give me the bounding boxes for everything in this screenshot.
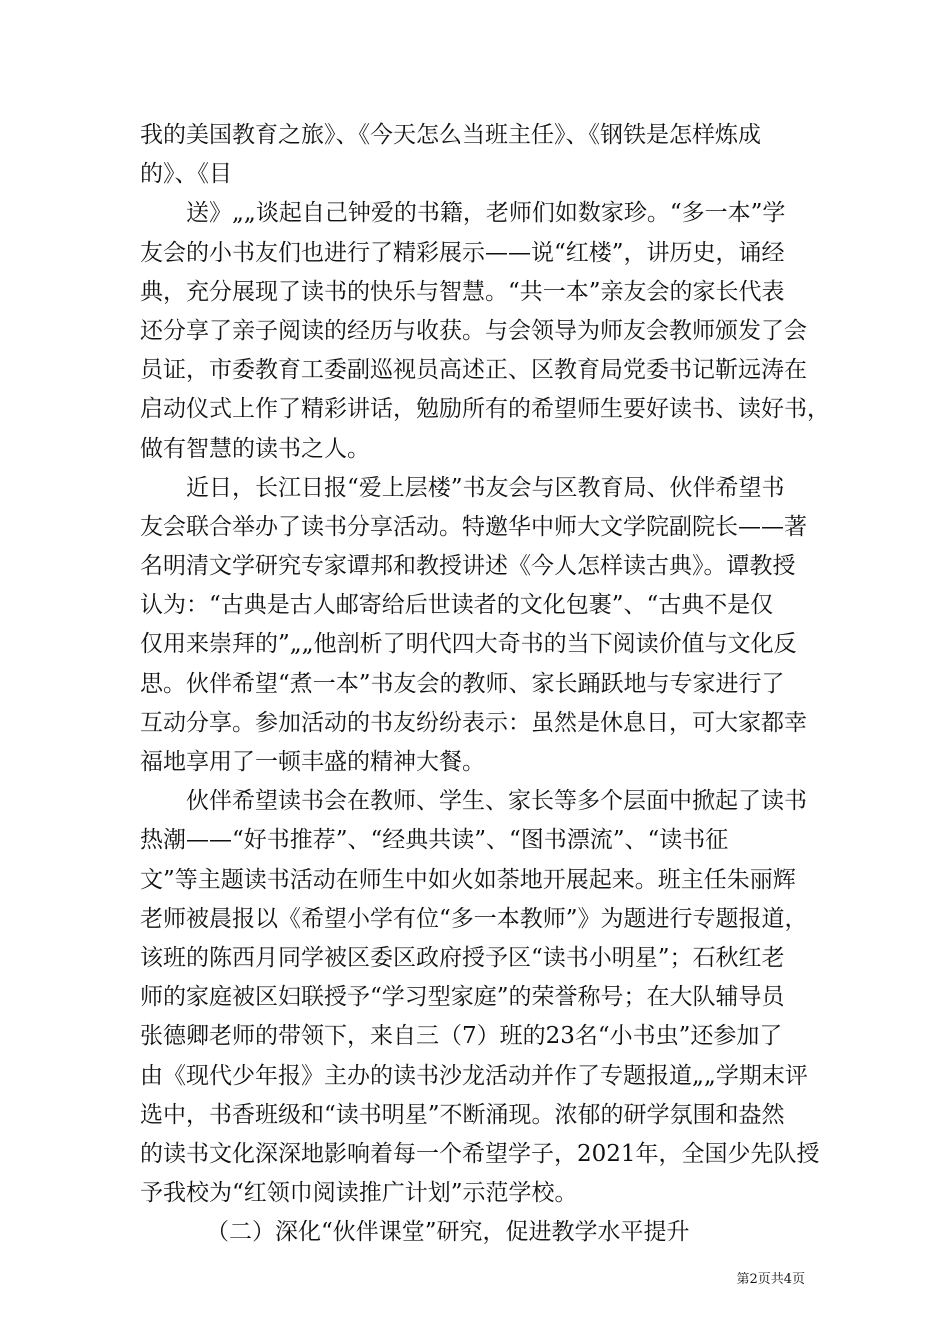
- text-line: 送》„„谈起自己钟爱的书籍，老师们如数家珍。“多一本”学: [186, 200, 786, 227]
- text-line: 选中，书香班级和“读书明星”不断涌现。浓郁的研学氛围和盎然: [140, 1101, 785, 1128]
- text-line: 典，充分展现了读书的快乐与智慧。“共一本”亲友会的家长代表: [140, 278, 785, 305]
- text-line: 予我校为“红领巾阅读推广计划”示范学校。: [140, 1180, 578, 1207]
- section-heading: （二）深化“伙伴课堂”研究，促进教学水平提升: [206, 1219, 690, 1246]
- text-line: 还分享了亲子阅读的经历与收获。与会领导为师友会教师颁发了会: [140, 317, 807, 344]
- text-line: 伙伴希望读书会在教师、学生、家长等多个层面中掀起了读书: [186, 788, 807, 815]
- text-line: 做有智慧的读书之人。: [140, 435, 370, 462]
- text-line: 友会联合举办了读书分享活动。特邀华中师大文学院副院长——著: [140, 513, 807, 540]
- text-line: 文”等主题读书活动在师生中如火如荼地开展起来。班主任朱丽辉: [140, 866, 796, 893]
- text-line: 师的家庭被区妇联授予“学习型家庭”的荣誉称号；在大队辅导员: [140, 984, 785, 1011]
- body-text: [140, 116, 830, 1252]
- text-line: 启动仪式上作了精彩讲话，勉励所有的希望师生要好读书、读好书，: [140, 396, 830, 423]
- text-line: 认为：“古典是古人邮寄给后世读者的文化包裹”、“古典不是仅: [140, 592, 774, 619]
- text-line: 该班的陈西月同学被区委区政府授予区“读书小明星”；石秋红老: [140, 944, 785, 971]
- text-line: 的》、《目: [140, 161, 232, 188]
- text-line: 我的美国教育之旅》、《今天怎么当班主任》、《钢铁是怎样炼成: [140, 122, 761, 148]
- text-line: 思。伙伴希望“煮一本”书友会的教师、家长踊跃地与专家进行了: [140, 670, 785, 697]
- text-line: 友会的小书友们也进行了精彩展示——说“红楼”，讲历史，诵经: [140, 239, 785, 266]
- text-line: 张德卿老师的带领下，来自三（7）班的23名“小书虫”还参加了: [140, 1023, 783, 1050]
- text-line: 互动分享。参加活动的书友纷纷表示：虽然是休息日，可大家都幸: [140, 709, 807, 736]
- text-line: 热潮——“好书推荐”、“经典共读”、“图书漂流”、“读书征: [140, 827, 729, 854]
- text-line: 由《现代少年报》主办的读书沙龙活动并作了专题报道„„学期末评: [140, 1062, 808, 1089]
- text-line: 老师被晨报以《希望小学有位“多一本教师”》为题进行专题报道，: [140, 905, 808, 932]
- text-line: 的读书文化深深地影响着每一个希望学子，2021年，全国少先队授: [140, 1140, 820, 1167]
- text-line: 仅用来崇拜的”„„他剖析了明代四大奇书的当下阅读价值与文化反: [140, 631, 797, 658]
- text-line: 名明清文学研究专家谭邦和教授讲述《今人怎样读古典》。谭教授: [140, 553, 796, 580]
- text-line: 福地享用了一顿丰盛的精神大餐。: [140, 749, 485, 775]
- text-line: 近日，长江日报“爱上层楼”书友会与区教育局、伙伴希望书: [186, 474, 785, 501]
- text-line: 员证，市委教育工委副巡视员高述正、区教育局党委书记靳远涛在: [140, 357, 807, 384]
- page-number: 第2页共4页: [736, 1272, 805, 1287]
